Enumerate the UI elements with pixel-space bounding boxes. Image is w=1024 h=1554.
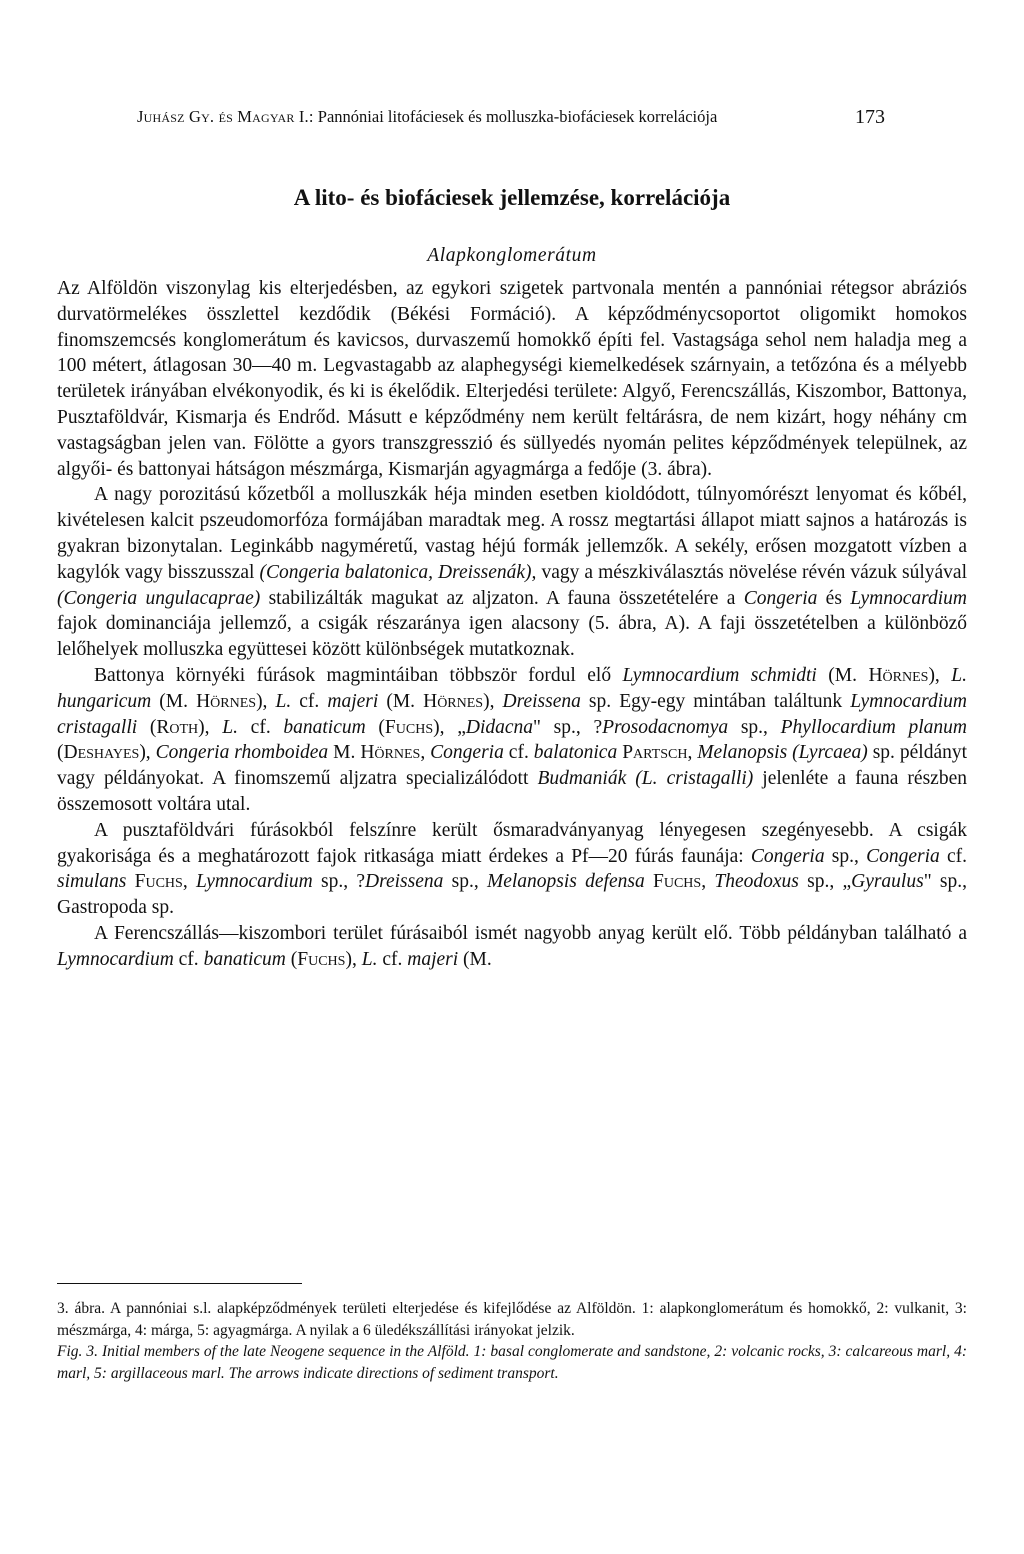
- text-run: ),: [139, 742, 156, 764]
- figure-caption: [57, 1298, 967, 1384]
- text-run: (: [365, 716, 385, 738]
- text-run: (M.: [151, 690, 197, 712]
- text-run: " sp., ?: [533, 716, 603, 738]
- author-name: Deshayes: [63, 742, 140, 764]
- text-run: sp.,: [443, 871, 487, 893]
- author-name: Hörnes: [423, 690, 484, 712]
- taxon-name: Congeria rhomboidea: [155, 742, 329, 764]
- author-name: Partsch: [622, 742, 688, 764]
- text-run: ,: [182, 871, 196, 893]
- taxon-name: Gyraulus: [851, 871, 924, 893]
- taxon-name: Prosodacnomya: [602, 716, 729, 738]
- text-run: [645, 871, 653, 892]
- text-run: " sp., Gastropoda sp.: [57, 871, 968, 919]
- taxon-name: majeri: [407, 948, 459, 970]
- text-run: sp. példányt vagy példányokat. A finomszemű aljzatra specializálódott: [57, 742, 968, 790]
- text-run: (M.: [816, 664, 869, 686]
- text-run: [126, 871, 134, 892]
- running-header: [137, 104, 885, 130]
- text-run: sp., „: [798, 871, 852, 893]
- taxon-name: Dreissena: [365, 871, 444, 893]
- taxon-name: (Congeria ungulacaprae): [57, 587, 261, 609]
- taxon-name: Lymnocardium schmidti: [622, 664, 817, 686]
- author-name: Fuchs: [653, 871, 702, 893]
- taxon-name: Didacna: [465, 716, 534, 738]
- paragraph-3: [57, 663, 967, 818]
- taxon-name: Budmaniák (L. cristagalli): [537, 768, 754, 790]
- subsection-title: Alapkonglomerátum: [427, 245, 597, 266]
- taxon-name: Congeria: [866, 845, 940, 867]
- text-run: jelenléte a fauna részben összemosott voltára utal.: [57, 768, 967, 815]
- author-name: Hörnes: [868, 664, 929, 686]
- taxon-name: banaticum: [283, 716, 366, 738]
- text-run: ), „: [433, 716, 466, 738]
- taxon-name: Melanopsis (Lyrcaea): [697, 742, 868, 764]
- taxon-name: banaticum: [203, 948, 286, 970]
- text-run: és: [817, 587, 851, 609]
- taxon-name: Lymnocardium: [850, 587, 967, 609]
- text-run: vagy a mészkiválasztás növelése révén vázuk súlyával: [536, 561, 967, 583]
- paragraph-5: [57, 921, 967, 973]
- taxon-name: Melanopsis defensa: [486, 871, 645, 893]
- text-run: cf.: [237, 716, 284, 738]
- taxon-name: simulans: [57, 871, 127, 893]
- taxon-name: Lymnocardium: [195, 871, 313, 893]
- text-run: sp.,: [824, 845, 867, 867]
- text-run: (M.: [458, 948, 492, 970]
- text-run: A pusztaföldvári fúrásokból felszínre került ősmaradványanyag lényegesen szegényesebb. A csigák gyakorisága és a meghatározott fajok ritkasága miatt érdekes a Pf—20 fúrás faunája:: [57, 819, 967, 867]
- taxon-name: L.: [222, 716, 238, 738]
- taxon-name: Congeria: [430, 742, 504, 764]
- text-run: cf.: [173, 948, 204, 970]
- header-short-title: Pannóniai litofáciesek és molluszka-biofáciesek korrelációja: [317, 107, 718, 126]
- taxon-name: Theodoxus: [714, 871, 799, 893]
- taxon-name: Phyllocardium planum: [780, 716, 968, 738]
- footnote-divider: [57, 1283, 302, 1284]
- text-run: ),: [483, 690, 503, 712]
- taxon-name: balatonica: [533, 742, 618, 764]
- taxon-name: L.: [361, 948, 378, 970]
- taxon-name: Congeria: [743, 587, 818, 609]
- text-run: sp.,: [728, 716, 781, 738]
- paragraph-2: [57, 482, 967, 663]
- text-run: (: [57, 742, 64, 764]
- text-run: fajok dominanciája jellemző, a csigák részaránya igen alacsony (5. ábra, A). A faji összetételben a különböző lelőhelyek molluszka együttesei között különbségek mutatkoznak.: [57, 613, 967, 661]
- paragraph-4: [57, 818, 967, 921]
- author-name: Fuchs: [384, 716, 434, 738]
- text-run: ),: [198, 716, 223, 738]
- taxon-name: L. hungaricum: [57, 664, 967, 712]
- author-name: Roth: [156, 716, 199, 738]
- header-authors: Juhász Gy. és Magyar I.:: [137, 107, 314, 126]
- section-title: A lito- és biofáciesek jellemzése, korrelációja: [293, 185, 731, 210]
- text-run: A Ferencszállás—kiszombori terület fúrásaiból ismét nagyobb anyag került elő. Több példányban található a: [94, 922, 967, 944]
- text-run: stabilizálták magukat az aljzaton. A fauna összetételére a: [260, 587, 744, 609]
- text-run: (M.: [378, 690, 424, 712]
- author-name: Fuchs: [297, 948, 346, 970]
- text-run: cf.: [377, 948, 408, 970]
- taxon-name: Congeria: [750, 845, 825, 867]
- text-run: cf.: [939, 845, 967, 867]
- body-text: [57, 276, 967, 973]
- text-run: A nagy porozitású kőzetből a molluszkák héja minden esetben kioldódott, túlnyomórészt lenyomat és kőbél, kivételesen kalcit pszeudomorfóza formájában maradtak meg. A rossz megtartási állapot miatt sajnos a határozás is gyakran bizonytalan. Leginkább nagyméretű, vastag héjú formák jellemzők. A sekély, erősen mozgatott vízben a kagylók vagy bisszusszal: [57, 484, 967, 583]
- taxon-name: majeri: [327, 690, 379, 712]
- author-name: Fuchs: [134, 871, 183, 893]
- text-run: Battonya környéki fúrások magmintáiban többször fordul elő: [94, 664, 623, 686]
- text-run: cf.: [291, 690, 328, 712]
- text-run: (: [285, 948, 298, 970]
- author-name: Hörnes: [196, 690, 257, 712]
- page-number: 173: [855, 106, 885, 128]
- text-run: ),: [345, 948, 362, 970]
- author-name: Hörnes: [360, 742, 421, 764]
- text-run: cf.: [503, 742, 534, 764]
- paragraph-1: Az Alföldön viszonylag kis elterjedésben, az egykori szigetek partvonala mentén a pannóniai rétegsor abráziós durvatörmelékes összlettel kezdődik (Békési Formáció). A képződménycsoportot oligomikt homokos finomszemcsés konglomerátum és kavicsos, durvaszemű homokkő építi fel. Vastagsága sehol nem haladja meg a 100 métert, átlagosan 30—40 m. Legvastagabb az alaphegységi kiemelkedések szárnyain, a tetőzóna és a mélyebb területek irányában elvékonyodik, és ki is ékelődik. Elterjedési területe: Algyő, Ferencszállás, Kiszombor, Battonya, Pusztaföldvár, Kismarja és Endrőd. Másutt e képződmény nem került feltárásra, de nem kizárt, hogy néhány cm vastagságban jelen van. Fölötte a gyors transzgresszió és süllyedés nyomán pelites képződmények települnek, az algyői- és battonyai hátságon mészmárga, Kismarján agyagmárga a fedője (3. ábra).: [57, 278, 967, 480]
- caption-english: Fig. 3. Initial members of the late Neogene sequence in the Alföld. 1: basal conglomerate and sandstone, 2: volcanic rocks, 3: calcareous marl, 4: marl, 5: argillaceous marl. The arrows indicate directions of sediment transport.: [57, 1343, 967, 1382]
- taxon-name: Dreissena: [502, 690, 581, 712]
- text-run: (: [137, 716, 157, 738]
- taxon-name: Lymnocardium: [57, 948, 174, 970]
- taxon-name: (Congeria balatonica, Dreissenák),: [259, 561, 537, 583]
- text-run: ),: [928, 664, 952, 686]
- caption-hungarian: 3. ábra. A pannóniai s.l. alapképződmények területi elterjedése és kifejlődése az Alföldön. 1: alapkonglomerátum és homokkő, 2: vulkanit, 3: mészmárga, 4: márga, 5: agyagmárga. A nyilak a 6 üledékszállítási irányokat jelzik.: [57, 1300, 967, 1339]
- taxon-name: Lymnocardium cristagalli: [57, 690, 967, 738]
- taxon-name: L.: [275, 690, 292, 712]
- text-run: sp., ?: [312, 871, 366, 893]
- text-run: M.: [328, 742, 361, 764]
- text-run: ,: [687, 742, 698, 764]
- text-run: ,: [420, 742, 431, 764]
- text-run: ,: [701, 871, 715, 893]
- text-run: sp. Egy-egy mintában találtunk: [580, 690, 851, 712]
- text-run: ),: [256, 690, 276, 712]
